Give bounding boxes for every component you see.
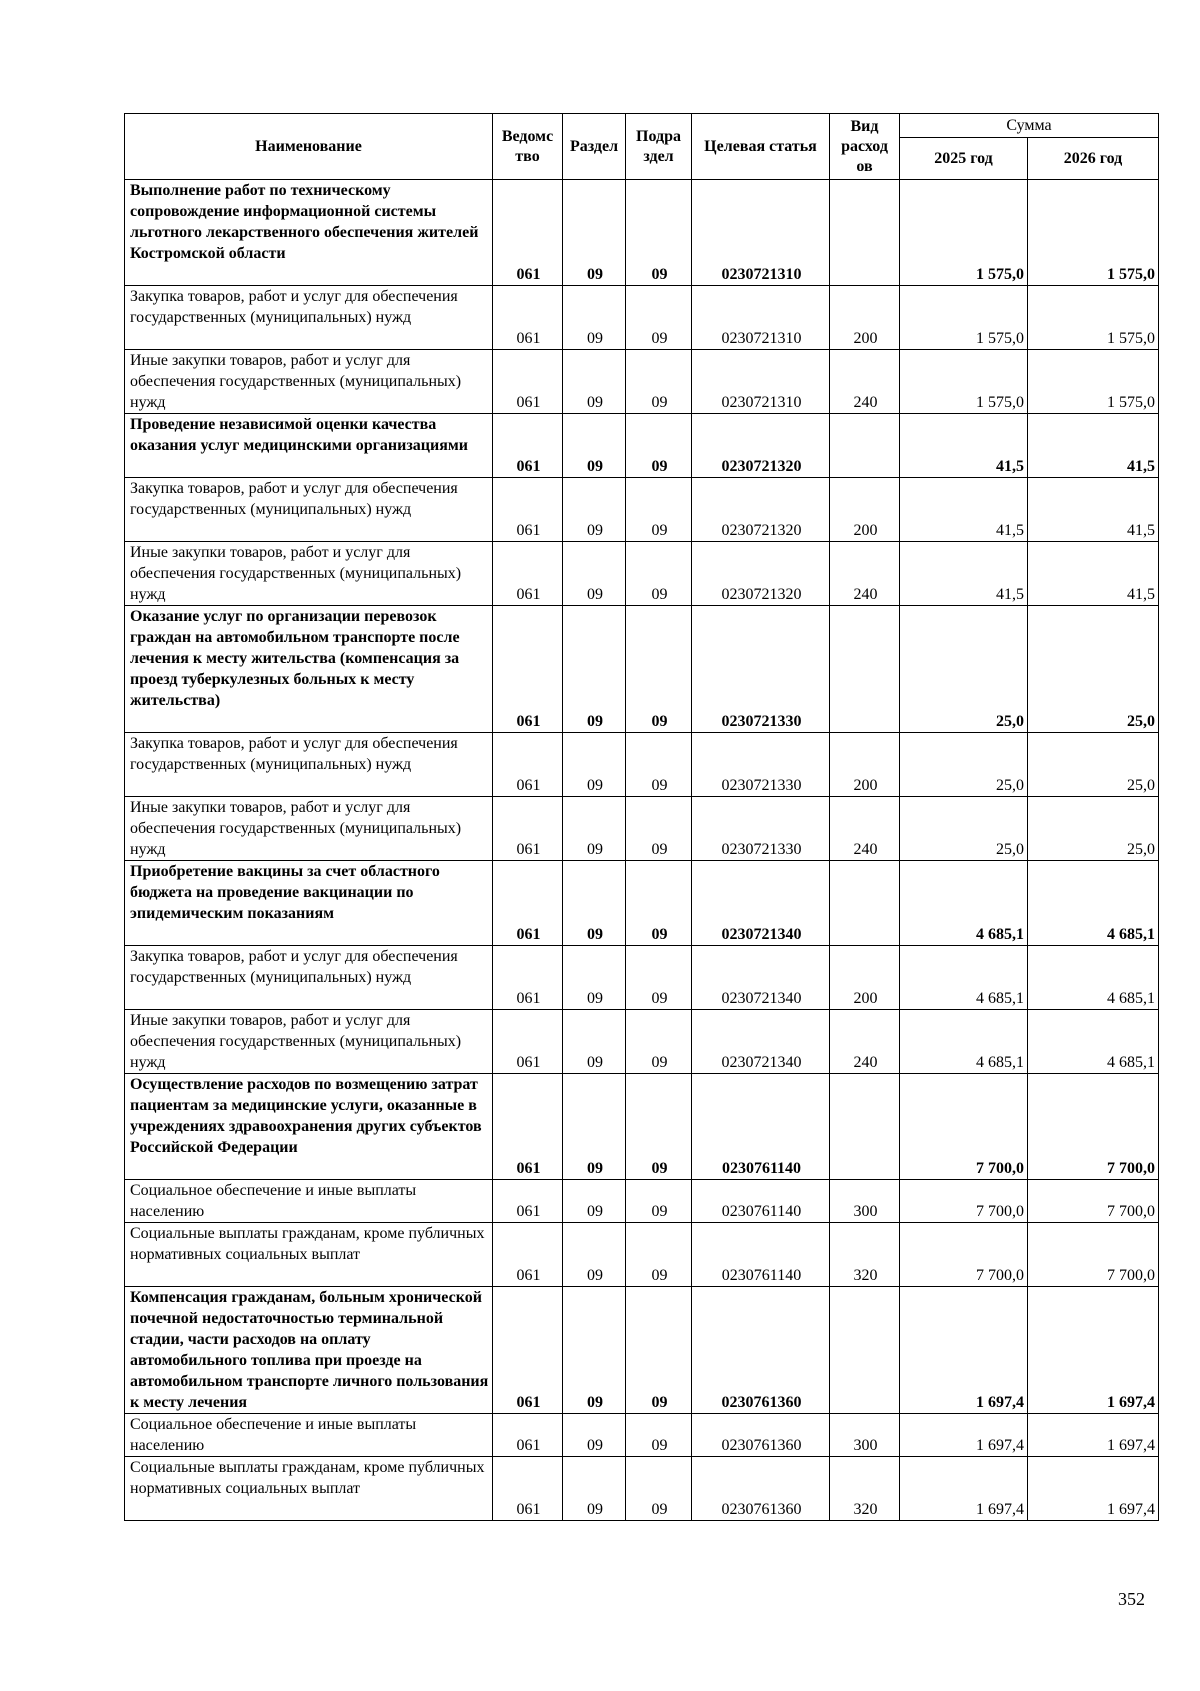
cell-name: Закупка товаров, работ и услуг для обеспечения государственных (муниципальных) нужд — [125, 946, 493, 1010]
table-row — [125, 1074, 1159, 1180]
cell-celevaya: 0230721340 — [692, 1010, 830, 1074]
cell-podrazdel: 09 — [626, 1074, 692, 1180]
cell-celevaya: 0230721330 — [692, 606, 830, 733]
cell-celevaya: 0230761360 — [692, 1287, 830, 1414]
cell-celevaya: 0230721340 — [692, 861, 830, 946]
cell-celevaya: 0230721340 — [692, 946, 830, 1010]
cell-name: Осуществление расходов по возмещению затрат пациентам за медицинские услуги, оказанные в учреждениях здравоохранения других субъектов Российской Федерации — [125, 1074, 493, 1180]
cell-podrazdel: 09 — [626, 861, 692, 946]
cell-vid: 200 — [830, 286, 900, 350]
cell-vedomstvo: 061 — [493, 1180, 563, 1223]
cell-razdel: 09 — [563, 1074, 626, 1180]
cell-razdel: 09 — [563, 733, 626, 797]
cell-name: Иные закупки товаров, работ и услуг для обеспечения государственных (муниципальных) нужд — [125, 542, 493, 606]
cell-vid — [830, 180, 900, 286]
cell-vid: 240 — [830, 542, 900, 606]
cell-name: Закупка товаров, работ и услуг для обеспечения государственных (муниципальных) нужд — [125, 733, 493, 797]
cell-razdel: 09 — [563, 606, 626, 733]
cell-sum-2026: 1 575,0 — [1028, 180, 1159, 286]
cell-vedomstvo: 061 — [493, 797, 563, 861]
cell-vid: 320 — [830, 1457, 900, 1521]
cell-podrazdel: 09 — [626, 542, 692, 606]
table-row — [125, 478, 1159, 542]
cell-razdel: 09 — [563, 1180, 626, 1223]
table-row — [125, 1287, 1159, 1414]
budget-table — [124, 113, 1159, 1521]
cell-name: Компенсация гражданам, больным хронической почечной недостаточностью терминальной стадии, части расходов на оплату автомобильного топлива при проезде на автомобильном транспорте личного пользования к месту лечения — [125, 1287, 493, 1414]
cell-sum-2025: 1 697,4 — [900, 1414, 1028, 1457]
cell-vedomstvo: 061 — [493, 1010, 563, 1074]
cell-sum-2025: 1 575,0 — [900, 180, 1028, 286]
cell-vedomstvo: 061 — [493, 1074, 563, 1180]
table-row — [125, 414, 1159, 478]
cell-razdel: 09 — [563, 542, 626, 606]
cell-name: Иные закупки товаров, работ и услуг для обеспечения государственных (муниципальных) нужд — [125, 350, 493, 414]
cell-podrazdel: 09 — [626, 1180, 692, 1223]
cell-sum-2025: 4 685,1 — [900, 861, 1028, 946]
cell-vid: 200 — [830, 478, 900, 542]
table-row — [125, 861, 1159, 946]
table-row — [125, 350, 1159, 414]
cell-celevaya: 0230721310 — [692, 286, 830, 350]
cell-podrazdel: 09 — [626, 1457, 692, 1521]
cell-celevaya: 0230721320 — [692, 542, 830, 606]
cell-celevaya: 0230761360 — [692, 1457, 830, 1521]
cell-razdel: 09 — [563, 286, 626, 350]
header-2026: 2026 год — [1028, 138, 1159, 180]
cell-podrazdel: 09 — [626, 180, 692, 286]
cell-celevaya: 0230721320 — [692, 414, 830, 478]
cell-sum-2025: 25,0 — [900, 733, 1028, 797]
cell-sum-2025: 4 685,1 — [900, 946, 1028, 1010]
cell-vedomstvo: 061 — [493, 350, 563, 414]
cell-vedomstvo: 061 — [493, 414, 563, 478]
cell-sum-2026: 41,5 — [1028, 542, 1159, 606]
cell-vid: 300 — [830, 1180, 900, 1223]
cell-name: Приобретение вакцины за счет областного бюджета на проведение вакцинации по эпидемическим показаниям — [125, 861, 493, 946]
cell-vedomstvo: 061 — [493, 180, 563, 286]
cell-vid: 240 — [830, 350, 900, 414]
cell-vedomstvo: 061 — [493, 733, 563, 797]
cell-sum-2025: 41,5 — [900, 414, 1028, 478]
cell-sum-2025: 25,0 — [900, 797, 1028, 861]
cell-vid: 240 — [830, 1010, 900, 1074]
table-row — [125, 1223, 1159, 1287]
cell-vid: 240 — [830, 797, 900, 861]
cell-razdel: 09 — [563, 1223, 626, 1287]
cell-name: Закупка товаров, работ и услуг для обеспечения государственных (муниципальных) нужд — [125, 478, 493, 542]
cell-name: Проведение независимой оценки качества оказания услуг медицинскими организациями — [125, 414, 493, 478]
cell-sum-2026: 41,5 — [1028, 414, 1159, 478]
cell-sum-2025: 1 575,0 — [900, 350, 1028, 414]
cell-sum-2025: 7 700,0 — [900, 1074, 1028, 1180]
cell-sum-2025: 7 700,0 — [900, 1223, 1028, 1287]
cell-name: Закупка товаров, работ и услуг для обеспечения государственных (муниципальных) нужд — [125, 286, 493, 350]
cell-sum-2026: 25,0 — [1028, 797, 1159, 861]
cell-celevaya: 0230761360 — [692, 1414, 830, 1457]
cell-vedomstvo: 061 — [493, 1223, 563, 1287]
cell-celevaya: 0230721330 — [692, 733, 830, 797]
cell-celevaya: 0230761140 — [692, 1074, 830, 1180]
cell-name: Оказание услуг по организации перевозок граждан на автомобильном транспорте после лечения к месту жительства (компенсация за проезд туберкулезных больных к месту жительства) — [125, 606, 493, 733]
cell-razdel: 09 — [563, 414, 626, 478]
cell-celevaya: 0230721310 — [692, 180, 830, 286]
cell-sum-2025: 41,5 — [900, 478, 1028, 542]
cell-sum-2026: 1 697,4 — [1028, 1457, 1159, 1521]
cell-podrazdel: 09 — [626, 733, 692, 797]
cell-podrazdel: 09 — [626, 350, 692, 414]
cell-vid: 200 — [830, 733, 900, 797]
cell-razdel: 09 — [563, 1287, 626, 1414]
cell-vid — [830, 861, 900, 946]
header-vid: Вид расход ов — [830, 114, 900, 180]
cell-sum-2026: 7 700,0 — [1028, 1180, 1159, 1223]
cell-podrazdel: 09 — [626, 1414, 692, 1457]
cell-podrazdel: 09 — [626, 606, 692, 733]
cell-vedomstvo: 061 — [493, 1287, 563, 1414]
cell-vedomstvo: 061 — [493, 1414, 563, 1457]
cell-name: Иные закупки товаров, работ и услуг для обеспечения государственных (муниципальных) нужд — [125, 1010, 493, 1074]
cell-vid — [830, 606, 900, 733]
cell-vedomstvo: 061 — [493, 861, 563, 946]
cell-name: Социальные выплаты гражданам, кроме публичных нормативных социальных выплат — [125, 1457, 493, 1521]
cell-podrazdel: 09 — [626, 1010, 692, 1074]
cell-razdel: 09 — [563, 797, 626, 861]
cell-vedomstvo: 061 — [493, 542, 563, 606]
cell-sum-2025: 25,0 — [900, 606, 1028, 733]
cell-podrazdel: 09 — [626, 414, 692, 478]
table-body — [125, 180, 1159, 1521]
cell-sum-2026: 1 697,4 — [1028, 1287, 1159, 1414]
table-row — [125, 733, 1159, 797]
cell-sum-2026: 4 685,1 — [1028, 946, 1159, 1010]
cell-sum-2025: 1 697,4 — [900, 1457, 1028, 1521]
table-header — [125, 114, 1159, 180]
cell-sum-2026: 41,5 — [1028, 478, 1159, 542]
cell-sum-2026: 1 697,4 — [1028, 1414, 1159, 1457]
cell-vedomstvo: 061 — [493, 286, 563, 350]
header-podrazdel: Подра здел — [626, 114, 692, 180]
table-row — [125, 946, 1159, 1010]
cell-podrazdel: 09 — [626, 797, 692, 861]
cell-razdel: 09 — [563, 1457, 626, 1521]
cell-sum-2026: 25,0 — [1028, 606, 1159, 733]
cell-vid — [830, 1074, 900, 1180]
cell-razdel: 09 — [563, 1414, 626, 1457]
cell-vid: 300 — [830, 1414, 900, 1457]
cell-name: Социальные выплаты гражданам, кроме публичных нормативных социальных выплат — [125, 1223, 493, 1287]
table-row — [125, 542, 1159, 606]
cell-celevaya: 0230761140 — [692, 1180, 830, 1223]
cell-vedomstvo: 061 — [493, 1457, 563, 1521]
header-summa: Сумма — [900, 114, 1159, 138]
cell-sum-2026: 7 700,0 — [1028, 1223, 1159, 1287]
cell-sum-2026: 4 685,1 — [1028, 1010, 1159, 1074]
cell-podrazdel: 09 — [626, 946, 692, 1010]
page-number: 352 — [1118, 1589, 1145, 1609]
cell-podrazdel: 09 — [626, 1287, 692, 1414]
cell-sum-2026: 1 575,0 — [1028, 350, 1159, 414]
header-razdel: Раздел — [563, 114, 626, 180]
cell-vedomstvo: 061 — [493, 606, 563, 733]
cell-sum-2026: 25,0 — [1028, 733, 1159, 797]
cell-sum-2025: 1 697,4 — [900, 1287, 1028, 1414]
table-row — [125, 1180, 1159, 1223]
table-row — [125, 1457, 1159, 1521]
table-row — [125, 1010, 1159, 1074]
cell-celevaya: 0230761140 — [692, 1223, 830, 1287]
cell-celevaya: 0230721310 — [692, 350, 830, 414]
cell-razdel: 09 — [563, 180, 626, 286]
cell-sum-2026: 4 685,1 — [1028, 861, 1159, 946]
cell-razdel: 09 — [563, 350, 626, 414]
cell-podrazdel: 09 — [626, 478, 692, 542]
table-row — [125, 1414, 1159, 1457]
cell-vid — [830, 1287, 900, 1414]
cell-name: Иные закупки товаров, работ и услуг для обеспечения государственных (муниципальных) нужд — [125, 797, 493, 861]
header-celevaya: Целевая статья — [692, 114, 830, 180]
cell-vedomstvo: 061 — [493, 946, 563, 1010]
cell-sum-2026: 7 700,0 — [1028, 1074, 1159, 1180]
header-vedomstvo: Ведомс тво — [493, 114, 563, 180]
cell-celevaya: 0230721320 — [692, 478, 830, 542]
cell-vid: 200 — [830, 946, 900, 1010]
cell-sum-2025: 1 575,0 — [900, 286, 1028, 350]
cell-razdel: 09 — [563, 861, 626, 946]
table-row — [125, 797, 1159, 861]
cell-podrazdel: 09 — [626, 1223, 692, 1287]
cell-sum-2026: 1 575,0 — [1028, 286, 1159, 350]
cell-sum-2025: 7 700,0 — [900, 1180, 1028, 1223]
cell-celevaya: 0230721330 — [692, 797, 830, 861]
cell-name: Социальное обеспечение и иные выплаты населению — [125, 1414, 493, 1457]
cell-vedomstvo: 061 — [493, 478, 563, 542]
cell-razdel: 09 — [563, 1010, 626, 1074]
cell-razdel: 09 — [563, 946, 626, 1010]
header-name: Наименование — [125, 114, 493, 180]
cell-sum-2025: 41,5 — [900, 542, 1028, 606]
cell-sum-2025: 4 685,1 — [900, 1010, 1028, 1074]
cell-name: Социальное обеспечение и иные выплаты населению — [125, 1180, 493, 1223]
table-row — [125, 606, 1159, 733]
cell-razdel: 09 — [563, 478, 626, 542]
cell-vid — [830, 414, 900, 478]
cell-vid: 320 — [830, 1223, 900, 1287]
table-row — [125, 286, 1159, 350]
table-row — [125, 180, 1159, 286]
cell-podrazdel: 09 — [626, 286, 692, 350]
cell-name: Выполнение работ по техническому сопровождение информационной системы льготного лекарственного обеспечения жителей Костромской области — [125, 180, 493, 286]
header-2025: 2025 год — [900, 138, 1028, 180]
